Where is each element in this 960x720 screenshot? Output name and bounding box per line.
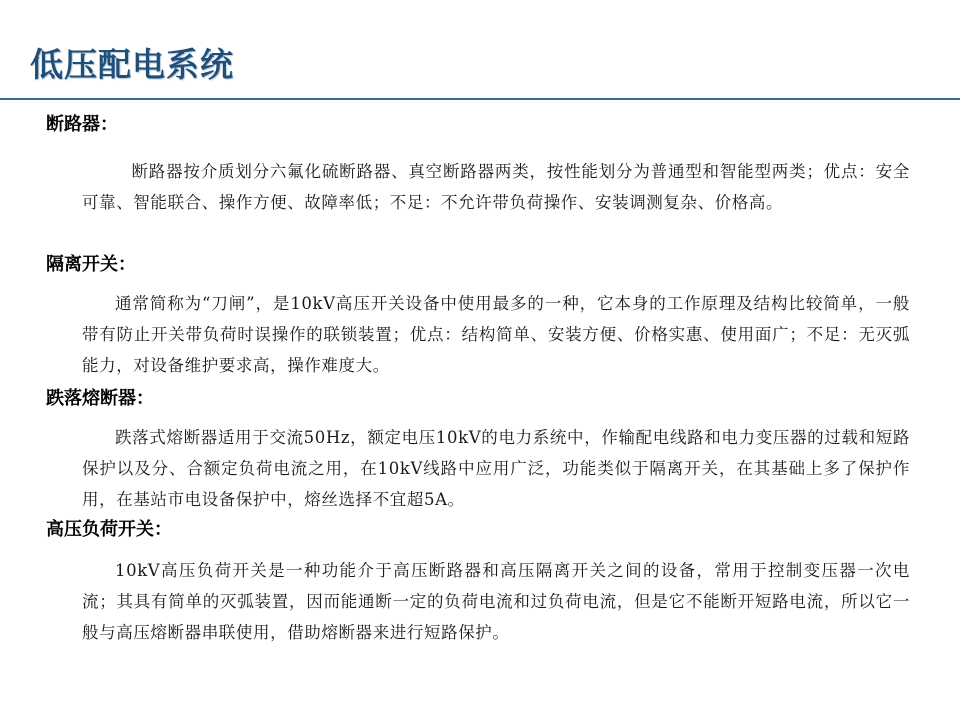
section-body: 10kV高压负荷开关是一种功能介于高压断路器和高压隔离开关之间的设备，常用于控制变压器一次电流；其具有简单的灭弧装置，因而能通断一定的负荷电流和过负荷电流，但是它不能断开短路电流，所以它一般与高压熔断器串联使用，借助熔断器来进行短路保护。 bbox=[82, 561, 910, 642]
section-load-switch bbox=[46, 517, 910, 648]
section-body: 跌落式熔断器适用于交流50Hz，额定电压10kV的电力系统中，作输配电线路和电力变压器的过载和短路保护以及分、合额定负荷电流之用，在10kV线路中应用广泛，功能类似于隔离开关，在其基础上多了保护作用，在基站市电设备保护中，熔丝选择不宜超5A。 bbox=[82, 428, 910, 509]
section-heading: 高压负荷开关： bbox=[46, 519, 172, 540]
section-body: 断路器按介质划分六氟化硫断路器、真空断路器两类，按性能划分为普通型和智能型两类；优点：安全可靠、智能联合、操作方便、故障率低；不足：不允许带负荷操作、安装调测复杂、价格高。 bbox=[82, 162, 910, 212]
title-divider bbox=[0, 98, 960, 100]
section-heading: 断路器： bbox=[46, 114, 118, 135]
section-isolating-switch bbox=[46, 252, 910, 381]
slide-title: 低压配电系统 bbox=[30, 45, 234, 84]
section-body: 通常简称为“刀闸”，是10kV高压开关设备中使用最多的一种，它本身的工作原理及结构比较简单，一般带有防止开关带负荷时误操作的联锁装置；优点：结构简单、安装方便、价格实惠、使用面广；不足：无灭弧能力，对设备维护要求高，操作难度大。 bbox=[82, 294, 910, 375]
section-heading: 跌落熔断器： bbox=[46, 388, 154, 409]
section-circuit-breaker bbox=[46, 112, 910, 218]
section-heading: 隔离开关： bbox=[46, 254, 136, 275]
section-drop-out-fuse bbox=[46, 386, 910, 515]
